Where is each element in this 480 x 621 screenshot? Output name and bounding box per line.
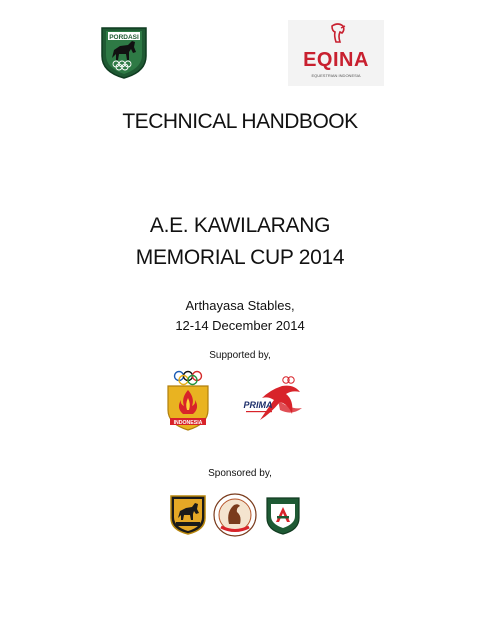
event-name-line1: A.E. KAWILARANG xyxy=(149,214,331,237)
sponsor-circle-badge-logo xyxy=(212,492,258,538)
supported-by-label: Supported by, xyxy=(209,350,271,361)
event-dates: 12-14 December 2014 xyxy=(175,318,305,333)
koni-logo xyxy=(162,368,214,436)
prima-logo xyxy=(240,370,312,432)
sponsored-by-label: Sponsored by, xyxy=(208,468,272,479)
document-title: TECHNICAL HANDBOOK xyxy=(122,110,358,133)
sponsor-shield-horse-logo xyxy=(168,492,208,536)
pordasi-logo xyxy=(98,22,150,80)
event-name-line2: MEMORIAL CUP 2014 xyxy=(135,246,345,269)
eqina-logo-text: EQINA xyxy=(303,49,369,71)
pordasi-logo-text: PORDASI xyxy=(109,34,139,41)
eqina-tagline: EQUESTRIAN INDONESIA xyxy=(311,73,361,78)
eqina-logo xyxy=(288,20,384,86)
sponsor-green-shield-logo xyxy=(264,494,302,536)
koni-logo-text: INDONESIA xyxy=(173,420,203,426)
prima-logo-text: PRIMA xyxy=(243,400,273,410)
event-venue: Arthayasa Stables, xyxy=(185,298,295,313)
